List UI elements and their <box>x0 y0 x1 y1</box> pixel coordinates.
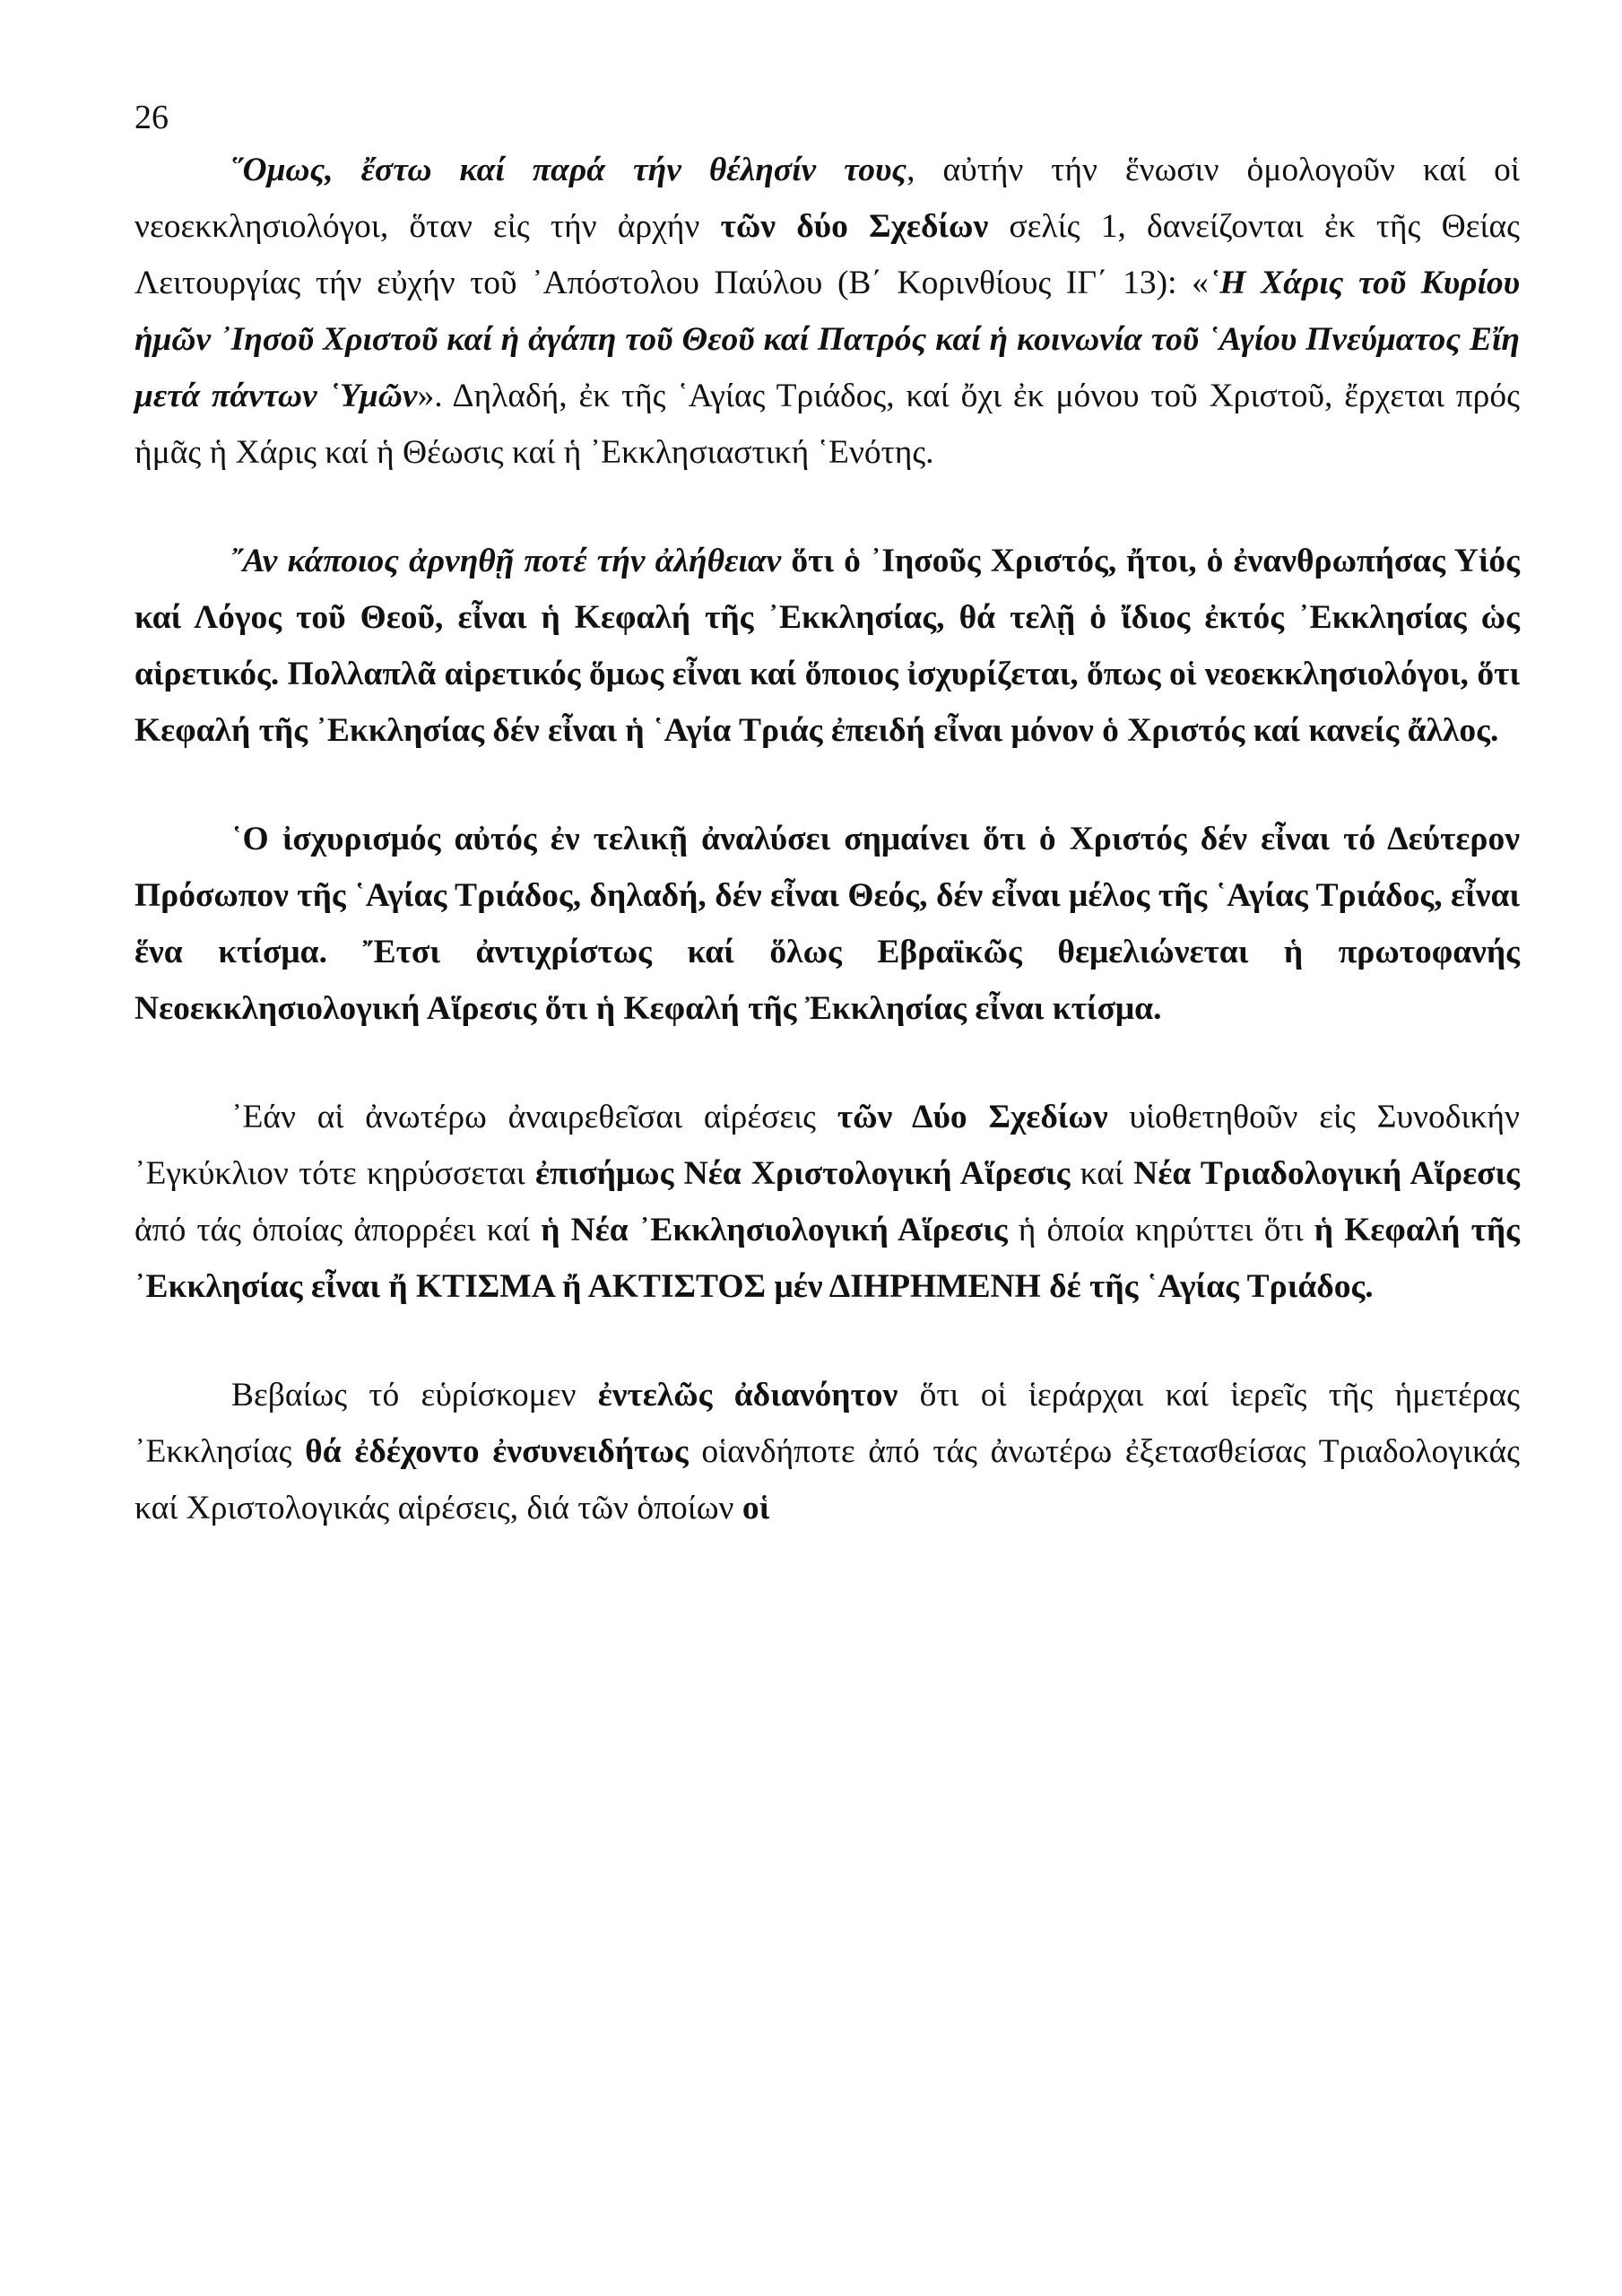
text-span: ὅτι οἱ ἱεράρχαι καί ἱερεῖς τῆς ἡμετέρας ᾿Εκκλησίας <box>134 1377 1521 1470</box>
bold-span: θά ἐδέχοντο ἐνσυνειδήτως <box>305 1433 689 1470</box>
paragraph-1 <box>134 142 1520 481</box>
bold-span: ῾Ο ἰσχυρισμός αὐτός ἐν τελικῇ ἀναλύσει σημαίνει ὅτι ὁ Χριστός δέν εἶναι τό Δεύτερον Πρόσωπον τῆς ῾Αγίας Τριάδος, δηλαδή, δέν εἶναι Θεός, δέν εἶναι μέλος τῆς ῾Αγίας Τριάδος, εἶναι ἕνα κτίσμα. Ἔτσι ἀντιχρίστως καί ὅλως Εβραϊκῶς θεμελιώνεται ἡ πρωτοφανής Νεοεκκλησιολογική Αἵρεσις ὅτι ἡ Κεφαλή τῆς Ἐκκλησίας εἶναι κτίσμα. <box>134 821 1520 1027</box>
bold-span: τῶν δύο Σχεδίων <box>720 208 989 245</box>
text-span: ». Δηλαδή, ἐκ τῆς ῾Αγίας Τριάδος, καί ὄχι ἐκ μόνου τοῦ Χριστοῦ, ἔρχεται πρός ἡμᾶς ἡ Χάρις καί ἡ Θέωσις καί ἡ ᾿Εκκλησιαστική ῾Ενότης. <box>134 378 1520 471</box>
text-span: Βεβαίως τό εὑρίσκομεν <box>231 1377 598 1413</box>
bold-span: ἐντελῶς ἀδιανόητον <box>597 1377 898 1413</box>
text-span: καί <box>1070 1155 1134 1192</box>
bold-span: ἡ Νέα ᾿Εκκλησιολογική Αἵρεσις <box>541 1212 1008 1248</box>
bold-italic-span <box>231 152 906 188</box>
text-span: ἀπό τάς ὁποίας ἀπορρέει καί <box>134 1212 542 1248</box>
bold-span: ἡ Κεφαλή τῆς ᾿Εκκλησίας εἶναι ἤ ΚΤΙΣΜΑ ἤ ΑΚΤΙΣΤΟΣ μέν ΔΙΗΡΗΜΕΝΗ δέ τῆς ῾Αγίας Τριάδος. <box>134 1212 1521 1305</box>
bold-span: οἱ <box>742 1490 770 1526</box>
text-span: , αὐτήν τήν ἕνωσιν ὁμολογοῦν καί οἱ νεοεκκλησιολόγοι, ὅταν εἰς τήν ἀρχήν <box>134 152 1520 245</box>
text-span: σελίς 1, δανείζονται ἐκ τῆς Θείας Λειτουργίας τήν εὐχήν τοῦ ᾿Απόστολου Παύλου (Β΄ Κορινθίους ΙΓ΄ 13): « <box>134 208 1520 301</box>
document-body <box>134 142 1520 1536</box>
bold-span: τῶν Δύο Σχεδίων <box>837 1099 1108 1135</box>
paragraph-5 <box>134 1367 1520 1536</box>
paragraph-3 <box>134 811 1520 1037</box>
emphasis-text: ῞Ομως, ἔστω καί παρά τήν θέλησίν τους <box>231 152 907 188</box>
page-number: 26 <box>134 99 169 136</box>
text-span: ᾿Εάν αἱ ἀνωτέρω ἀναιρεθεῖσαι αἱρέσεις <box>231 1099 837 1135</box>
text-span: ἡ ὁποία κηρύττει ὅτι <box>1007 1212 1314 1248</box>
bold-span: Νέα Τριαδολογική Αἵρεσις <box>1133 1155 1520 1192</box>
text-span: οἱανδήποτε ἀπό τάς ἀνωτέρω ἐξετασθείσας Τριαδολογικάς καί Χριστολογικάς αἱρέσεις, διά τῶν ὁποίων <box>134 1433 1521 1526</box>
paragraph-2 <box>134 533 1520 759</box>
emphasis-text: ῾Η Χάρις τοῦ Κυρίου ἡμῶν ᾿Ιησοῦ Χριστοῦ καί ἡ ἀγάπη τοῦ Θεοῦ καί Πατρός καί ἡ κοινωνία τοῦ ῾Αγίου Πνεύματος Εἴη μετά πάντων ῾Υμῶν <box>134 265 1520 414</box>
paragraph-4 <box>134 1089 1520 1315</box>
bold-italic-span <box>231 543 781 579</box>
bold-span: ἐπισήμως Νέα Χριστολογική Αἵρεσις <box>535 1155 1071 1192</box>
emphasis-text: ῎Αν κάποιος ἀρνηθῇ ποτέ τήν ἀλήθειαν <box>231 543 782 579</box>
text-span: υἱοθετηθοῦν εἰς Συνοδικήν ᾿Εγκύκλιον τότε κηρύσσεται <box>134 1099 1520 1192</box>
bold-span: ὅτι ὁ ᾿Ιησοῦς Χριστός, ἤτοι, ὁ ἐνανθρωπήσας Υἱός καί Λόγος τοῦ Θεοῦ, εἶναι ἡ Κεφαλή τῆς ᾿Εκκλησίας, θά τελῇ ὁ ἴδιος ἐκτός ᾿Εκκλησίας ὡς αἱρετικός. Πολλαπλᾶ αἱρετικός ὅμως εἶναι καί ὅποιος ἰσχυρίζεται, ὅπως οἱ νεοεκκλησιολόγοι, ὅτι Κεφαλή τῆς ᾿Εκκλησίας δέν εἶναι ἡ ῾Αγία Τριάς ἐπειδή εἶναι μόνον ὁ Χριστός καί κανείς ἄλλος. <box>134 543 1520 749</box>
